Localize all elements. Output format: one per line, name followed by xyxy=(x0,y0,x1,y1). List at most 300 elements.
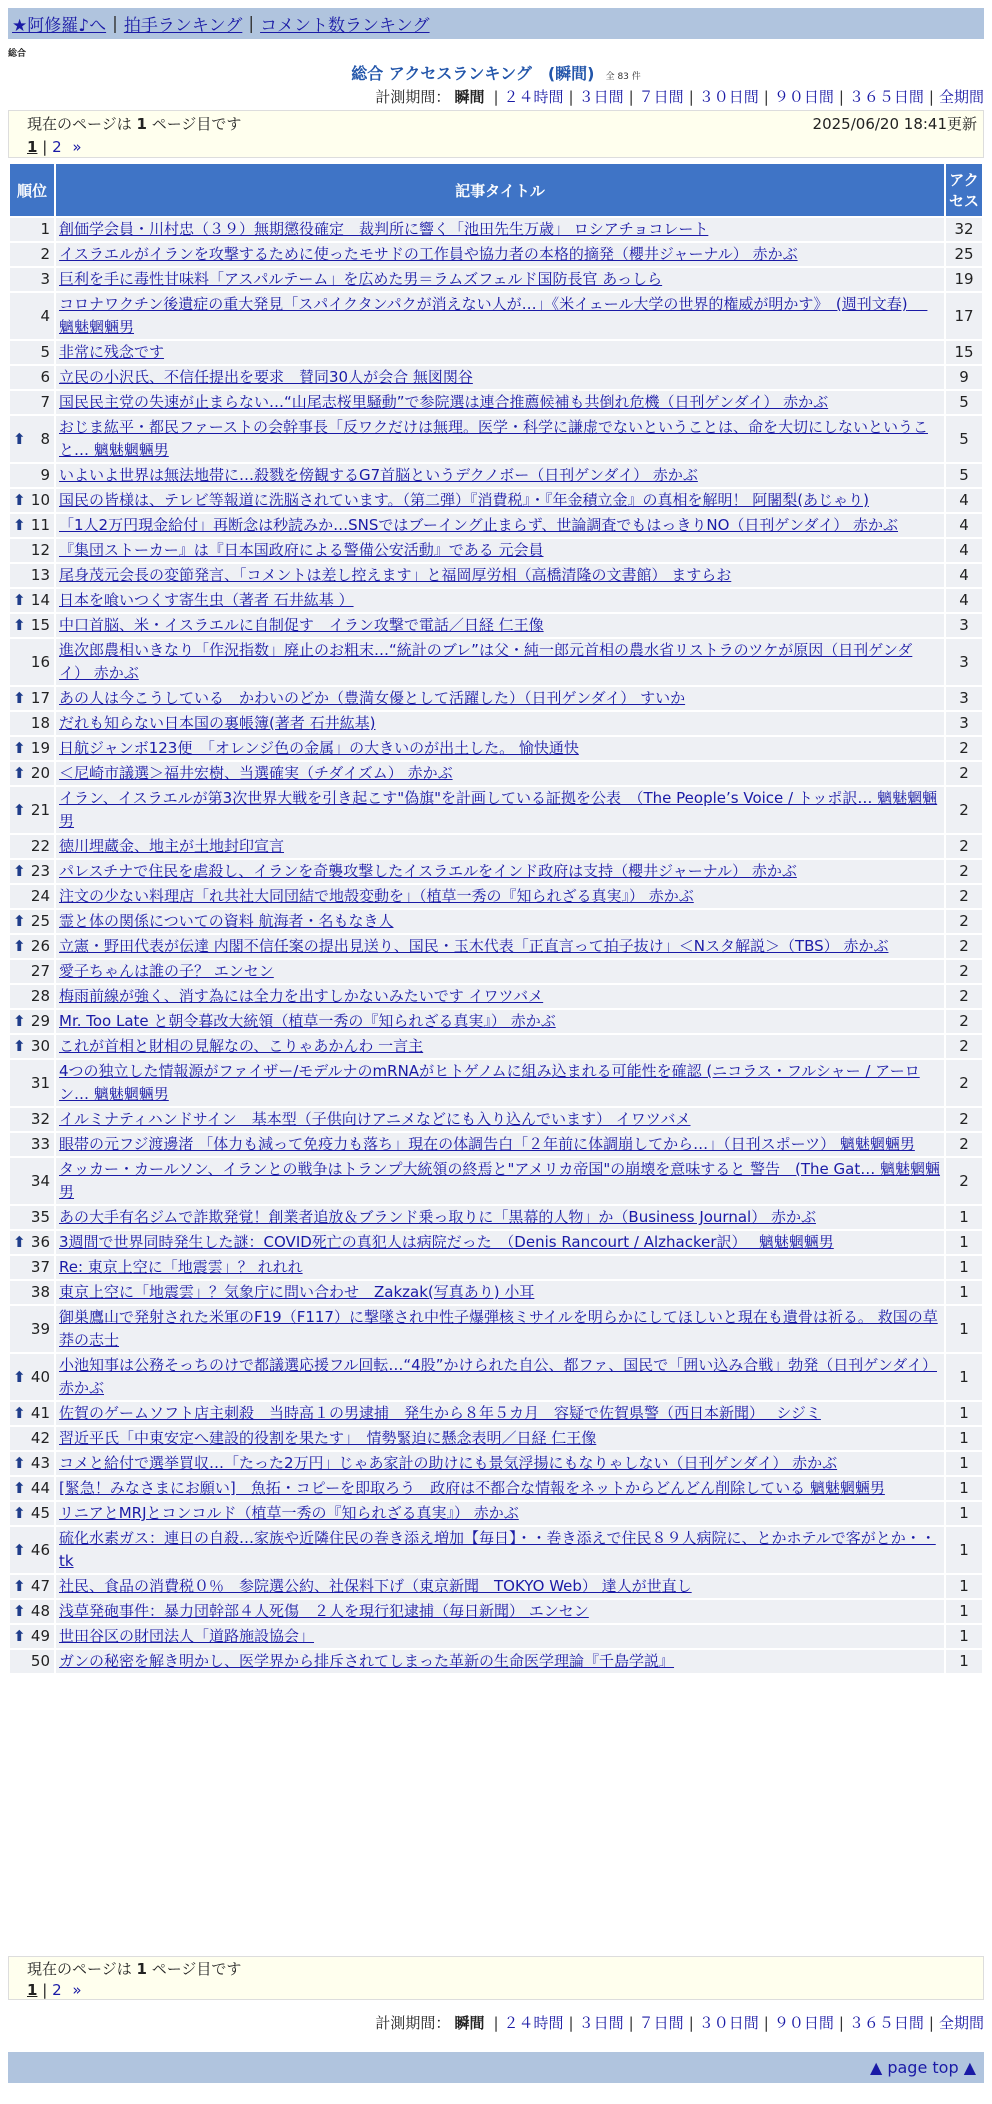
access-count-cell: 1 xyxy=(946,1306,982,1352)
article-title-link[interactable]: 3週間で世界同時発生した謎：COVID死亡の真犯人は病院だった （Denis Rancourt / Alzhacker訳） 魑魅魍魎男 xyxy=(59,1233,834,1251)
table-row xyxy=(10,910,982,933)
access-count-cell: 1 xyxy=(946,1575,982,1598)
table-row xyxy=(10,1231,982,1254)
rank-cell xyxy=(10,1060,54,1106)
title-cell xyxy=(56,514,944,537)
article-title-link[interactable]: 徳川埋蔵金、地主が土地封印宣言 xyxy=(59,837,285,855)
rank-cell xyxy=(10,218,54,241)
table-header-row xyxy=(10,164,982,216)
rank-number: 5 xyxy=(40,343,50,361)
ranking-table xyxy=(8,162,984,1675)
table-row xyxy=(10,687,982,710)
access-count-cell: 2 xyxy=(946,885,982,908)
table-row xyxy=(10,639,982,685)
rank-number: 37 xyxy=(30,1258,50,1276)
table-row xyxy=(10,218,982,241)
access-count-cell: 2 xyxy=(946,910,982,933)
table-row xyxy=(10,935,982,958)
table-row xyxy=(10,762,982,785)
article-title-link[interactable]: 浅草発砲事件：暴力団幹部４人死傷 ２人を現行犯逮捕（毎日新聞） エンセン xyxy=(59,1602,589,1620)
rank-cell xyxy=(10,1206,54,1229)
period-link[interactable]: ３０日間 xyxy=(698,88,759,106)
article-title-link[interactable]: 4つの独立した情報源がファイザー/モデルナのmRNAがヒトゲノムに組み込まれる可能性を確認 (ニコラス・フルシャー / アーロン… 魑魅魍魎男 xyxy=(59,1062,920,1103)
title-cell xyxy=(56,860,944,883)
page-2-link[interactable]: 2 xyxy=(52,138,62,156)
rank-up-arrow-icon: ⬆ xyxy=(13,1479,26,1497)
rank-number: 17 xyxy=(30,689,50,707)
table-row xyxy=(10,539,982,562)
table-row xyxy=(10,391,982,414)
article-title-link[interactable]: 愛子ちゃんは誰の子？ エンセン xyxy=(59,962,274,980)
article-title-link[interactable]: 習近平氏「中東安定へ建設的役割を果たす」 情勢緊迫に懸念表明／日経 仁王像 xyxy=(59,1429,597,1447)
rank-up-arrow-icon: ⬆ xyxy=(13,591,26,609)
title-cell xyxy=(56,1502,944,1525)
table-row xyxy=(10,885,982,908)
article-title-link[interactable]: 佐賀のゲームソフト店主刺殺 当時高１の男逮捕 発生から８年５カ月 容疑で佐賀県警（西日本新聞） シジミ xyxy=(59,1404,821,1422)
article-title-link[interactable]: パレスチナで住民を虐殺し、イランを奇襲攻撃したイスラエルをインド政府は支持（櫻井ジャーナル） 赤かぶ xyxy=(59,862,797,880)
title-cell xyxy=(56,614,944,637)
access-count-cell: 2 xyxy=(946,1133,982,1156)
title-cell xyxy=(56,762,944,785)
access-count-cell: 1 xyxy=(946,1600,982,1623)
article-title-link[interactable]: 眼帯の元フジ渡邊渚 「体力も減って免疫力も落ち」現在の体調告白「２年前に体調崩してから…」（日刊スポーツ） 魑魅魍魎男 xyxy=(59,1135,915,1153)
title-cell xyxy=(56,1427,944,1450)
rank-cell xyxy=(10,589,54,612)
title-cell xyxy=(56,489,944,512)
next-page-link[interactable]: » xyxy=(72,138,82,156)
table-row xyxy=(10,1650,982,1673)
rank-up-arrow-icon: ⬆ xyxy=(13,937,26,955)
article-title-link[interactable]: だれも知らない日本国の裏帳簿(著者 石井紘基) xyxy=(59,714,376,732)
title-cell xyxy=(56,1231,944,1254)
table-row xyxy=(10,1256,982,1279)
article-title-link[interactable]: あの大手有名ジムで詐欺発覚！創業者追放＆ブランド乗っ取りに「黒幕的人物」か（Business Journal） 赤かぶ xyxy=(59,1208,816,1226)
rank-number: 32 xyxy=(30,1110,50,1128)
period-separator: | xyxy=(928,2014,934,2032)
title-cell xyxy=(56,712,944,735)
rank-number: 34 xyxy=(30,1171,50,1190)
article-title-link[interactable]: 御巣鷹山で発射された米軍のF19（F117）に撃墜され中性子爆弾核ミサイルを明らかにしてほしいと現在も遺骨は祈る。 救国の草莽の志士 xyxy=(59,1308,938,1349)
table-row xyxy=(10,243,982,266)
current-page-text: 現在のページは 1 ページ目です xyxy=(27,1960,242,1978)
title-cell xyxy=(56,1035,944,1058)
article-title-link[interactable]: ＜尼崎市議選＞福井宏樹、当選確実（チダイズム） 赤かぶ xyxy=(59,764,453,782)
rank-cell xyxy=(10,1477,54,1500)
page-links: 1 | 2 » xyxy=(27,138,82,156)
rank-up-arrow-icon: ⬆ xyxy=(13,1367,26,1386)
table-row xyxy=(10,1206,982,1229)
rank-cell xyxy=(10,366,54,389)
table-row xyxy=(10,1133,982,1156)
rank-number: 40 xyxy=(30,1367,50,1386)
period-separator: | xyxy=(628,88,634,106)
title-cell xyxy=(56,639,944,685)
article-title-link[interactable]: 社民、食品の消費税０％ 参院選公約、社保料下げ（東京新聞 TOKYO Web） 達人が世直し xyxy=(59,1577,692,1595)
page-1-current: 1 xyxy=(27,138,38,156)
rank-cell xyxy=(10,268,54,291)
rank-up-arrow-icon: ⬆ xyxy=(13,800,26,819)
title-cell xyxy=(56,960,944,983)
rank-up-arrow-icon: ⬆ xyxy=(13,764,26,782)
title-cell xyxy=(56,243,944,266)
rank-number: 11 xyxy=(30,516,50,534)
comment-ranking-link[interactable]: コメント数ランキング xyxy=(260,16,430,36)
rank-cell xyxy=(10,614,54,637)
rank-number: 26 xyxy=(30,937,50,955)
rank-number: 29 xyxy=(30,1012,50,1030)
bottom-bar xyxy=(8,2052,984,2083)
home-link[interactable]: ★阿修羅♪へ xyxy=(12,16,107,36)
article-title-link[interactable]: イルミナティハンドサイン 基本型（子供向けアニメなどにも入り込んでいます） イワツバメ xyxy=(59,1110,691,1128)
rank-number: 18 xyxy=(30,714,50,732)
next-page-link[interactable]: » xyxy=(72,1981,82,1999)
article-title-link[interactable]: Re: 東京上空に「地震雲」？ れれれ xyxy=(59,1258,303,1276)
table-row xyxy=(10,268,982,291)
article-title-link[interactable]: 進次郎農相いきなり「作況指数」廃止のお粗末…“統計のブレ”は父・純一郎元首相の農水省リストラのツケが原因（日刊ゲンダイ） 赤かぶ xyxy=(59,641,913,682)
rank-up-arrow-icon: ⬆ xyxy=(13,491,26,509)
article-title-link[interactable]: [緊急！みなさまにお願い] 魚拓・コピーを即取ろう 政府は不都合な情報をネットからどんどん削除している 魑魅魍魎男 xyxy=(59,1479,885,1497)
period-separator: | xyxy=(628,2014,634,2032)
table-row xyxy=(10,860,982,883)
rank-cell xyxy=(10,1600,54,1623)
article-title-link[interactable]: コロナワクチン後遺症の重大発見「スパイクタンパクが消えない人が…」《米イェール大学の世界的権威が明かす》 (週刊文春) 魑魅魍魎男 xyxy=(59,295,928,336)
table-row xyxy=(10,1060,982,1106)
rank-cell xyxy=(10,1402,54,1425)
access-count-cell: 1 xyxy=(946,1477,982,1500)
rank-up-arrow-icon: ⬆ xyxy=(13,1577,26,1595)
article-title-link[interactable]: コメと給付で選挙買収…「たった2万円」じゃあ家計の助けにも景気浮揚にもなりゃしない（日刊ゲンダイ） 赤かぶ xyxy=(59,1454,838,1472)
rank-cell xyxy=(10,1133,54,1156)
title-cell xyxy=(56,1477,944,1500)
period-link[interactable]: 全期間 xyxy=(938,2014,984,2032)
table-row xyxy=(10,1427,982,1450)
table-row xyxy=(10,366,982,389)
article-title-link[interactable]: 梅雨前線が強く、消す為には全力を出すしかないみたいです イワツバメ xyxy=(59,987,544,1005)
rank-up-arrow-icon: ⬆ xyxy=(13,429,26,448)
article-title-link[interactable]: これが首相と財相の見解なの、こりゃあかんわ 一言主 xyxy=(59,1037,424,1055)
rank-cell xyxy=(10,1502,54,1525)
title-cell xyxy=(56,835,944,858)
access-count-cell: 9 xyxy=(946,366,982,389)
rank-up-arrow-icon: ⬆ xyxy=(13,862,26,880)
article-title-link[interactable]: 立憲・野田代表が伝達 内閣不信任案の提出見送り、国民・玉木代表「正直言って拍子抜け」＜Nスタ解説＞（TBS） 赤かぶ xyxy=(59,937,889,955)
rank-up-arrow-icon: ⬆ xyxy=(13,1012,26,1030)
title-cell xyxy=(56,293,944,339)
nav-separator: | xyxy=(248,13,255,34)
table-row xyxy=(10,712,982,735)
period-link[interactable]: ７日間 xyxy=(638,88,684,106)
rank-number: 9 xyxy=(40,466,50,484)
rank-number: 22 xyxy=(30,837,50,855)
access-count-cell: 1 xyxy=(946,1527,982,1573)
rank-number: 8 xyxy=(40,429,50,448)
rank-cell xyxy=(10,737,54,760)
rank-number: 28 xyxy=(30,987,50,1005)
title-cell xyxy=(56,1354,944,1400)
table-row xyxy=(10,464,982,487)
period-link[interactable]: ３６５日間 xyxy=(848,88,924,106)
article-title-link[interactable]: 霊と体の関係についての資料 航海者・名もなき人 xyxy=(59,912,394,930)
table-row xyxy=(10,1354,982,1400)
period-link[interactable]: ２４時間 xyxy=(503,2014,564,2032)
title-cell xyxy=(56,391,944,414)
rank-up-arrow-icon: ⬆ xyxy=(13,516,26,534)
table-row xyxy=(10,1477,982,1500)
title-cell xyxy=(56,416,944,462)
article-title-link[interactable]: 東京上空に「地震雲」？気象庁に問い合わせ Zakzak(写真あり) 小耳 xyxy=(59,1283,535,1301)
period-link[interactable]: ３０日間 xyxy=(698,2014,759,2032)
rank-cell xyxy=(10,1158,54,1204)
table-row xyxy=(10,1600,982,1623)
access-count-cell: 4 xyxy=(946,489,982,512)
rank-up-arrow-icon: ⬆ xyxy=(13,912,26,930)
clap-ranking-link[interactable]: 拍手ランキング xyxy=(123,16,243,36)
rank-cell xyxy=(10,1010,54,1033)
rank-cell xyxy=(10,564,54,587)
article-title-link[interactable]: 巨利を手に毒性甘味料「アスパルテーム」を広めた男＝ラムズフェルド国防長官 あっしら xyxy=(59,270,663,288)
period-link[interactable]: ９０日間 xyxy=(773,2014,834,2032)
rank-cell xyxy=(10,835,54,858)
table-row xyxy=(10,564,982,587)
period-separator: | xyxy=(928,88,934,106)
period-link[interactable]: 全期間 xyxy=(938,88,984,106)
access-count-cell: 5 xyxy=(946,464,982,487)
period-separator: | xyxy=(763,2014,769,2032)
period-separator: | xyxy=(493,2014,499,2032)
period-separator: | xyxy=(568,2014,574,2032)
rank-number: 39 xyxy=(30,1319,50,1338)
table-row xyxy=(10,514,982,537)
article-title-link[interactable]: いよいよ世界は無法地帯に…殺戮を傍観するG7首脳というデクノボー（日刊ゲンダイ） 赤かぶ xyxy=(59,466,698,484)
table-row xyxy=(10,985,982,1008)
rank-number: 13 xyxy=(30,566,50,584)
title-cell xyxy=(56,1133,944,1156)
title-cell xyxy=(56,218,944,241)
rank-cell xyxy=(10,243,54,266)
period-link[interactable]: ７日間 xyxy=(638,2014,684,2032)
rank-up-arrow-icon: ⬆ xyxy=(13,1233,26,1251)
access-count-cell: 3 xyxy=(946,639,982,685)
rank-cell xyxy=(10,1281,54,1304)
table-row xyxy=(10,1502,982,1525)
rank-number: 47 xyxy=(30,1577,50,1595)
access-count-cell: 1 xyxy=(946,1354,982,1400)
rank-cell xyxy=(10,639,54,685)
access-count-cell: 3 xyxy=(946,614,982,637)
title-cell xyxy=(56,1575,944,1598)
rank-number: 21 xyxy=(30,800,50,819)
article-title-link[interactable]: 中口首脳、米・イスラエルに自制促す イラン攻撃で電話／日経 仁王像 xyxy=(59,616,544,634)
rank-number: 35 xyxy=(30,1208,50,1226)
ranking-total-count: 全 83 件 xyxy=(605,72,641,82)
period-link[interactable]: ２４時間 xyxy=(503,88,564,106)
article-title-link[interactable]: リニアとMRJとコンコルド（植草一秀の『知られざる真実』） 赤かぶ xyxy=(59,1504,519,1522)
rank-number: 38 xyxy=(30,1283,50,1301)
article-title-link[interactable]: 硫化水素ガス：連日の自殺…家族や近隣住民の巻き添え増加【毎日】・・巻き添えで住民８９人病院に、とかホテルで客がとか・・ tk xyxy=(59,1529,936,1570)
title-cell xyxy=(56,1206,944,1229)
rank-number: 31 xyxy=(30,1073,50,1092)
rank-number: 4 xyxy=(40,306,50,325)
rank-cell xyxy=(10,1527,54,1573)
access-count-cell: 2 xyxy=(946,960,982,983)
title-cell xyxy=(56,341,944,364)
page-links: 1 | 2 » xyxy=(27,1981,82,1999)
title-cell xyxy=(56,589,944,612)
access-count-cell: 1 xyxy=(946,1452,982,1475)
ranking-title-text: 総合 アクセスランキング (瞬間) xyxy=(351,64,595,83)
article-title-link[interactable]: 注文の少ない料理店「れ共社大同団結で地殻変動を」（植草一秀の『知られざる真実』） 赤かぶ xyxy=(59,887,694,905)
ranking-title xyxy=(0,61,992,84)
article-title-link[interactable]: 国民民主党の失速が止まらない…“山尾志桜里騒動”で参院選は連合推薦候補も共倒れ危機（日刊ゲンダイ） 赤かぶ xyxy=(59,393,829,411)
current-page-text: 現在のページは 1 ページ目です xyxy=(27,115,242,133)
access-count-cell: 2 xyxy=(946,1108,982,1131)
article-title-link[interactable]: イスラエルがイランを攻撃するために使ったモサドの工作員や協力者の本格的摘発（櫻井ジャーナル） 赤かぶ xyxy=(59,245,798,263)
table-row xyxy=(10,1035,982,1058)
pager-bottom xyxy=(8,1956,984,2000)
period-link[interactable]: ９０日間 xyxy=(773,88,834,106)
title-cell xyxy=(56,1108,944,1131)
access-count-cell: 25 xyxy=(946,243,982,266)
period-separator: | xyxy=(838,2014,844,2032)
rank-number: 16 xyxy=(30,652,50,671)
access-count-cell: 1 xyxy=(946,1206,982,1229)
title-cell xyxy=(56,268,944,291)
access-count-cell: 2 xyxy=(946,1010,982,1033)
period-separator: | xyxy=(568,88,574,106)
title-cell xyxy=(56,687,944,710)
period-separator: | xyxy=(493,88,499,106)
rank-cell xyxy=(10,985,54,1008)
access-count-cell: 4 xyxy=(946,564,982,587)
rank-cell xyxy=(10,1575,54,1598)
rank-number: 36 xyxy=(30,1233,50,1251)
period-current: 瞬間 xyxy=(454,2014,485,2032)
rank-up-arrow-icon: ⬆ xyxy=(13,1504,26,1522)
top-nav-bar xyxy=(8,8,984,39)
rank-up-arrow-icon: ⬆ xyxy=(13,1540,26,1559)
article-title-link[interactable]: 立民の小沢氏、不信任提出を要求 賛同30人が会合 無図関谷 xyxy=(59,368,473,386)
access-count-cell: 19 xyxy=(946,268,982,291)
access-count-cell: 1 xyxy=(946,1427,982,1450)
title-cell xyxy=(56,1281,944,1304)
article-title-link[interactable]: 『集団ストーカー』は『日本国政府による警備公安活動』である 元会員 xyxy=(59,541,544,559)
title-cell xyxy=(56,1600,944,1623)
table-row xyxy=(10,1281,982,1304)
article-title-link[interactable]: 世田谷区の財団法人「道路施設協会」 xyxy=(59,1627,315,1645)
access-count-cell: 4 xyxy=(946,514,982,537)
rank-cell xyxy=(10,1035,54,1058)
title-cell xyxy=(56,1452,944,1475)
rank-number: 48 xyxy=(30,1602,50,1620)
table-row xyxy=(10,1625,982,1648)
title-cell xyxy=(56,885,944,908)
period-separator: | xyxy=(838,88,844,106)
article-title-link[interactable]: あの人は今こうしている かわいのどか（豊満女優として活躍した）（日刊ゲンダイ） すいか xyxy=(59,689,686,707)
period-link[interactable]: ３日間 xyxy=(578,88,624,106)
article-title-link[interactable]: 尾身茂元会長の変節発言、「コメントは差し控えます」と福岡厚労相（高橋清隆の文書館） ますらお xyxy=(59,566,732,584)
access-count-cell: 2 xyxy=(946,1035,982,1058)
page-top-link[interactable]: ▲ page top ▲ xyxy=(869,2058,976,2077)
pager-top xyxy=(8,110,984,158)
rank-number: 45 xyxy=(30,1504,50,1522)
article-title-link[interactable]: 日航ジャンボ123便 「オレンジ色の金属」の大きいのが出土した。 愉快通快 xyxy=(59,739,579,757)
title-cell xyxy=(56,935,944,958)
title-cell xyxy=(56,564,944,587)
page-2-link[interactable]: 2 xyxy=(52,1981,62,1999)
title-cell xyxy=(56,1158,944,1204)
access-count-cell: 1 xyxy=(946,1625,982,1648)
article-title-link[interactable]: 日本を喰いつくす寄生虫（著者 石井紘基 ） xyxy=(59,591,354,609)
rank-up-arrow-icon: ⬆ xyxy=(13,739,26,757)
rank-cell xyxy=(10,1625,54,1648)
article-title-link[interactable]: Mr. Too Late と朝令暮改大統領（植草一秀の『知られざる真実』） 赤かぶ xyxy=(59,1012,556,1030)
rank-number: 24 xyxy=(30,887,50,905)
nav-separator: | xyxy=(112,13,118,34)
rank-number: 30 xyxy=(30,1037,50,1055)
article-title-link[interactable]: 創価学会員・川村忠（３９）無期懲役確定 裁判所に響く「池田先生万歳」 ロシアチョコレート xyxy=(59,220,709,238)
access-count-cell: 2 xyxy=(946,1158,982,1204)
ranking-body xyxy=(10,218,982,1673)
rank-number: 20 xyxy=(30,764,50,782)
rank-up-arrow-icon: ⬆ xyxy=(13,689,26,707)
article-title-link[interactable]: ガンの秘密を解き明かし、医学界から排斥されてしまった革新の生命医学理論『千島学説』 xyxy=(59,1652,675,1670)
rank-cell xyxy=(10,1231,54,1254)
rank-number: 2 xyxy=(40,245,50,263)
rank-up-arrow-icon: ⬆ xyxy=(13,1037,26,1055)
period-current: 瞬間 xyxy=(454,88,485,106)
access-count-cell: 17 xyxy=(946,293,982,339)
period-link[interactable]: ３日間 xyxy=(578,2014,624,2032)
rank-cell xyxy=(10,416,54,462)
table-row xyxy=(10,1010,982,1033)
rank-cell xyxy=(10,935,54,958)
rank-cell xyxy=(10,1256,54,1279)
rank-cell xyxy=(10,687,54,710)
rank-cell xyxy=(10,539,54,562)
rank-cell xyxy=(10,712,54,735)
header-title: 記事タイトル xyxy=(56,164,944,216)
article-title-link[interactable]: 非常に残念です xyxy=(59,343,165,361)
period-separator: | xyxy=(763,88,769,106)
rank-cell xyxy=(10,464,54,487)
article-title-link[interactable]: タッカー・カールソン、イランとの戦争はトランプ大統領の終焉と"アメリカ帝国"の崩壊を意味すると 警告 (The Gat… 魑魅魍魎男 xyxy=(59,1160,941,1201)
rank-cell xyxy=(10,762,54,785)
rank-cell xyxy=(10,341,54,364)
article-title-link[interactable]: おじま紘平・都民ファーストの会幹事長「反ワクだけは無理。医学・科学に謙虚でないということは、命を大切にしないということ… 魑魅魍魎男 xyxy=(59,418,928,459)
header-count: アクセス xyxy=(946,164,982,216)
rank-cell xyxy=(10,910,54,933)
article-title-link[interactable]: 「1人2万円現金給付」再断念は秒読みか…SNSではブーイング止まらず、世論調査でもはっきりNO（日刊ゲンダイ） 赤かぶ xyxy=(59,516,899,534)
rank-number: 10 xyxy=(30,491,50,509)
article-title-link[interactable]: 国民の皆様は、テレビ等報道に洗脳されています。（第二弾）『消費税』・『年金積立金』の真相を解明！ 阿闍梨(あじゃり) xyxy=(59,491,869,509)
rank-cell xyxy=(10,960,54,983)
title-cell xyxy=(56,1650,944,1673)
rank-number: 50 xyxy=(30,1652,50,1670)
table-row xyxy=(10,614,982,637)
title-cell xyxy=(56,1306,944,1352)
table-row xyxy=(10,1452,982,1475)
period-label: 計測期間： xyxy=(375,88,451,106)
access-count-cell: 1 xyxy=(946,1281,982,1304)
period-link[interactable]: ３６５日間 xyxy=(848,2014,924,2032)
article-title-link[interactable]: 小池知事は公務そっちのけで都議選応援フル回転…“4股”かけられた自公、都ファ、国民で「囲い込み合戦」勃発（日刊ゲンダイ） 赤かぶ xyxy=(59,1356,937,1397)
title-cell xyxy=(56,1625,944,1648)
title-cell xyxy=(56,1060,944,1106)
table-row xyxy=(10,1527,982,1573)
title-cell xyxy=(56,1010,944,1033)
access-count-cell: 2 xyxy=(946,860,982,883)
article-title-link[interactable]: イラン、イスラエルが第3次世界大戦を引き起こす"偽旗"を計画している証拠を公表 （The People’s Voice / トッポ訳… 魑魅魍魎男 xyxy=(59,789,938,830)
